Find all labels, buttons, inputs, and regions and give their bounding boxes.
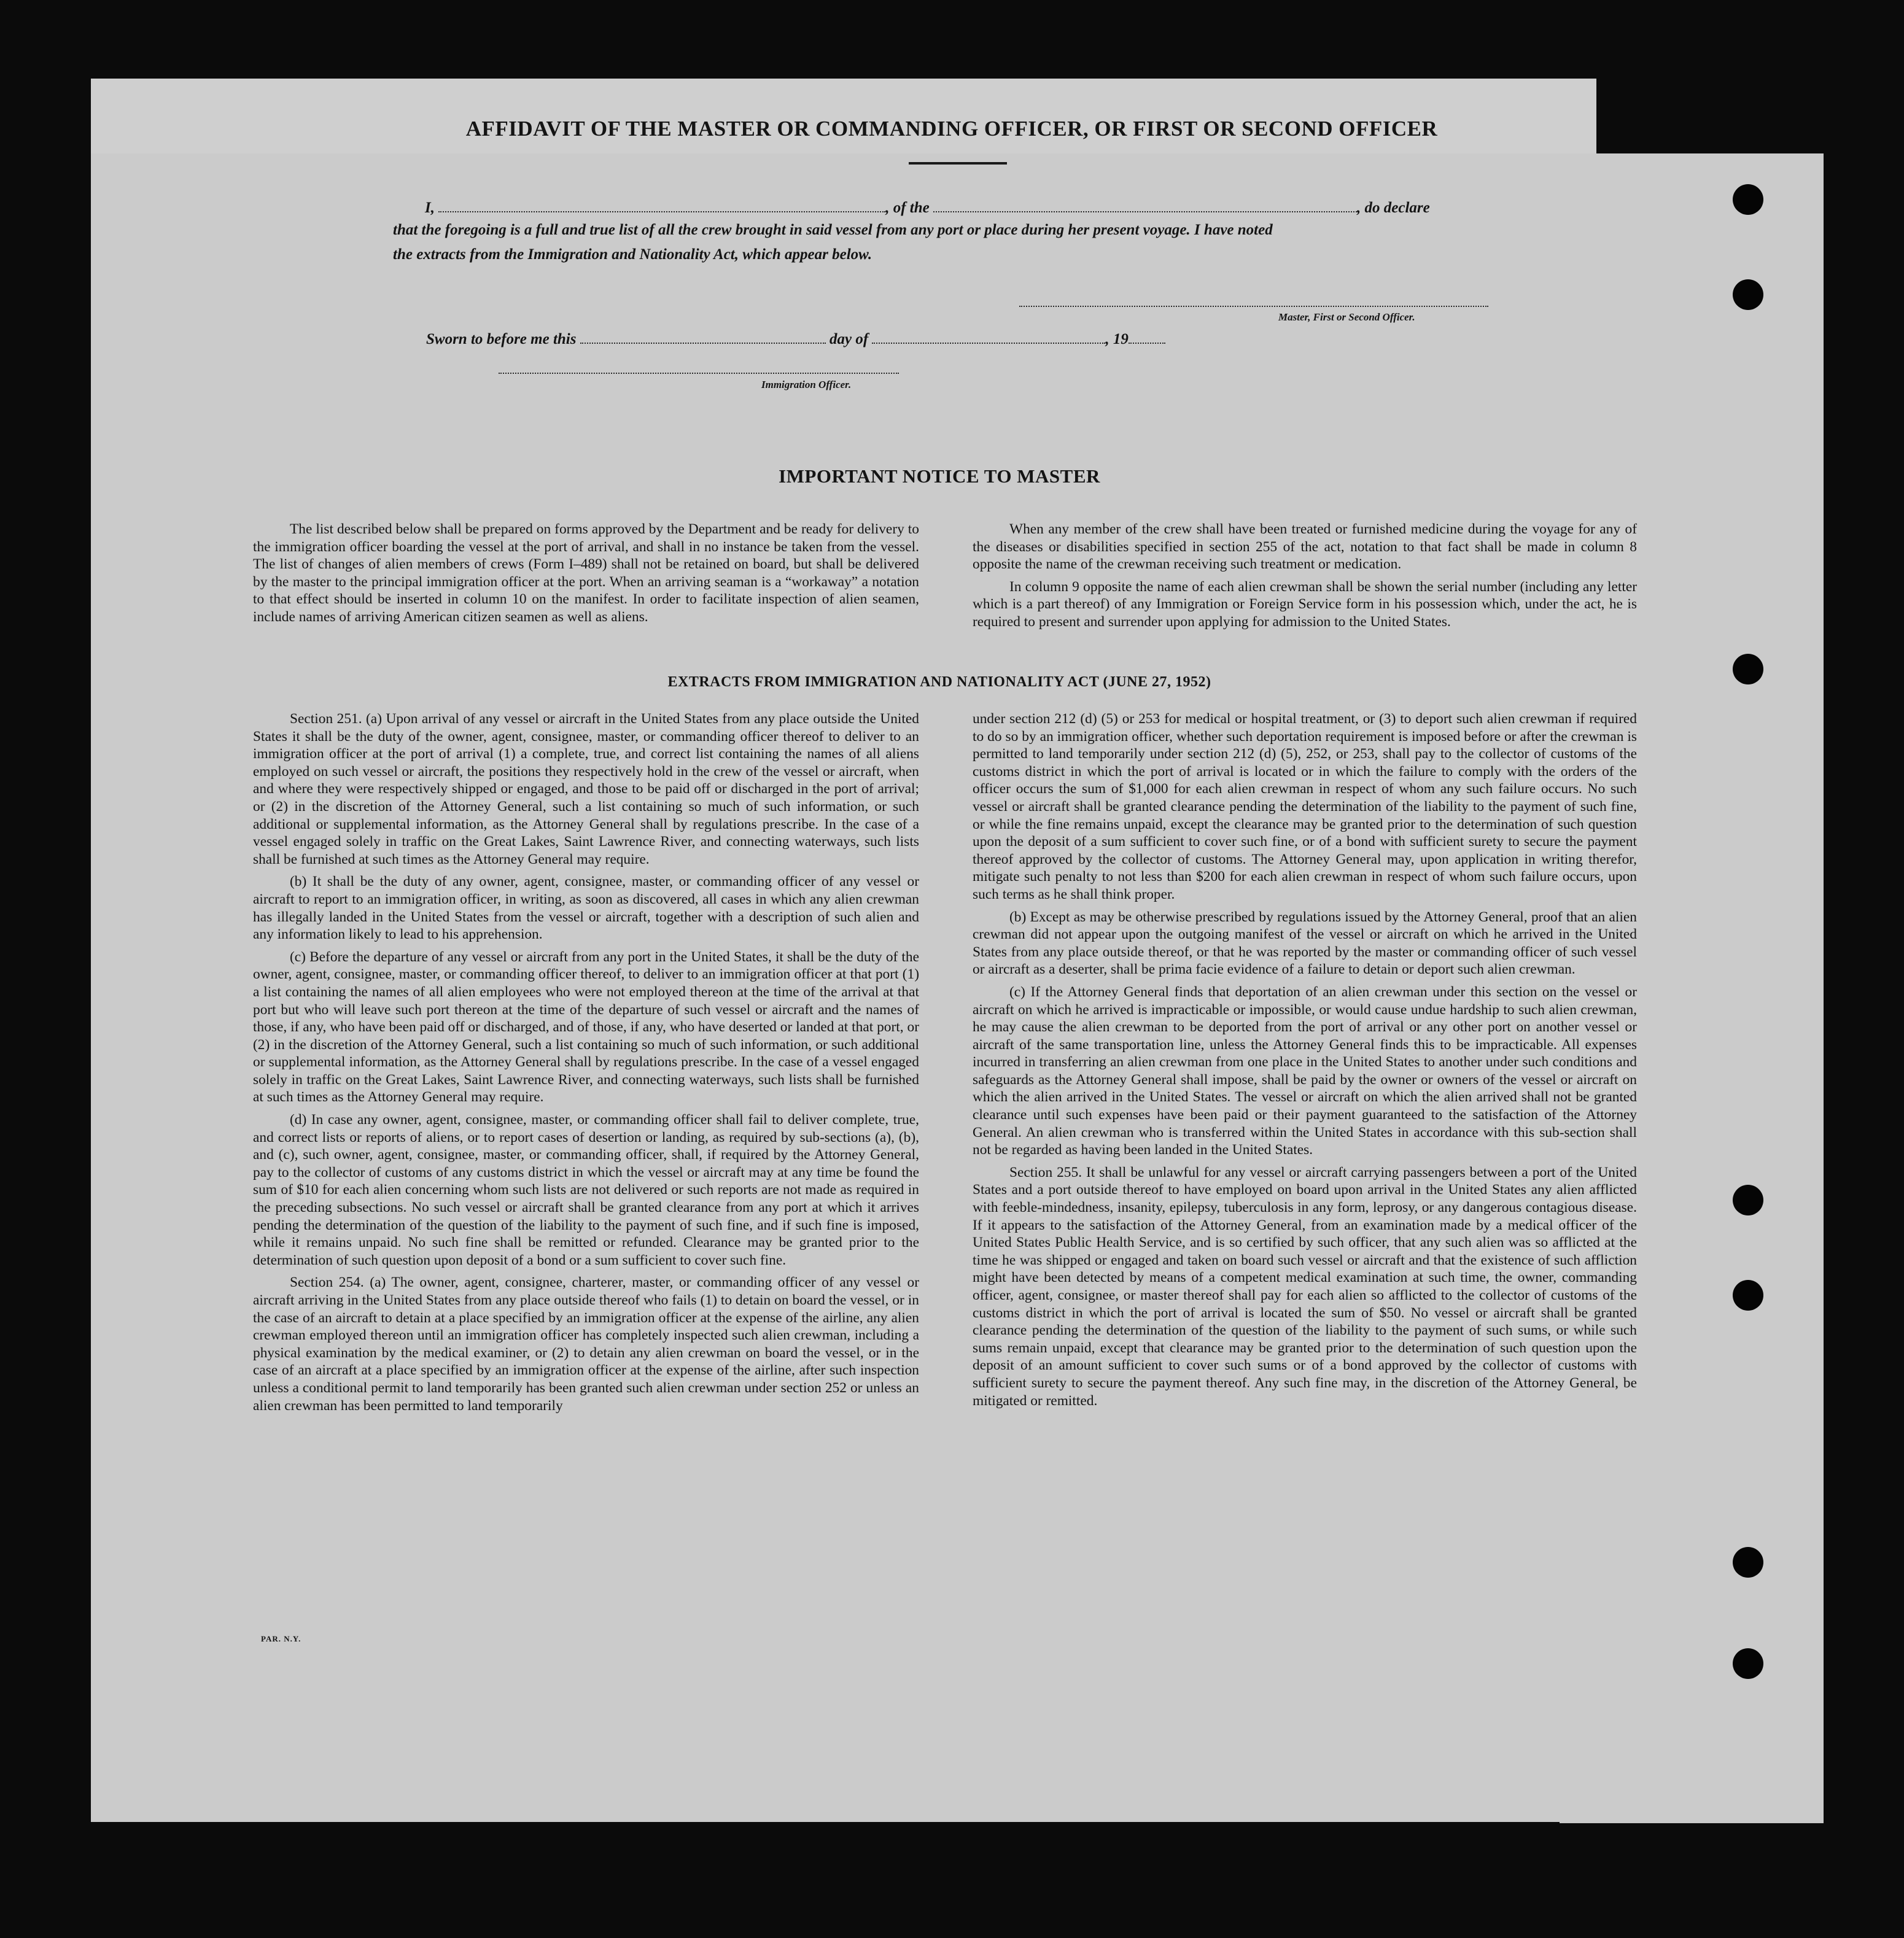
statute-paragraph: (c) Before the departure of any vessel or aircraft from any port in the United States, it shall be the duty of the owner, agent, consignee, master, or commanding officer thereof, to deliver to an immigration officer at that port (1) a list containing the names of all alien employees who were not employed thereon at the time of the arrival at that port but who will leave such port thereon at the time of the departure of such vessel or aircraft and the names of those, if any, who have been paid off or discharged, and of those, if any, who have deserted or landed at that port, or (2) in the discretion of the Attorney General, such a list containing so much of such information, or such additional or supplemental information, as the Attorney General shall by regulations prescribe. In the case of a vessel engaged solely in traffic on the Great Lakes, Saint Lawrence River, and connecting waterways, such lists shall be furnished at such times as the Attorney General may require. xyxy=(253,948,919,1106)
statute-paragraph: Section 255. It shall be unlawful for any vessel or aircraft carrying passengers between a port of the United States and a port outside thereof to have employed on board upon arrival in the United States any alien afflicted with feeble-mindedness, insanity, epilepsy, tuberculosis in any form, leprosy, or any dangerous contagious disease. If it appears to the satisfaction of the Attorney General, from an examination made by a medical officer of the United States Public Health Service, and is so certified by such officer, that any such alien was so afflicted at the time he was shipped or engaged and taken on board such vessel or aircraft and that the existence of such affliction might have been detected by means of a competent medical examination at such time, the owner, commanding officer, agent, consignee, or master thereof shall pay for each alien so afflicted to the collector of customs of the customs district in which the port of arrival is located the sum of $50. No vessel or aircraft shall be granted clearance pending the determination of the question of the liability to the payment of such sums, or while such sums remain unpaid, except that clearance may be granted prior to the determination of such question upon the deposit of an amount sufficient to cover such sums or of a bond approved by the collector of customs with sufficient surety to secure the payment thereof. Any such fine may, in the discretion of the Attorney General, be mitigated or remitted. xyxy=(973,1164,1637,1409)
binder-hole xyxy=(1733,654,1763,684)
master-signature-caption: Master, First or Second Officer. xyxy=(1278,311,1415,323)
statute-paragraph: Section 254. (a) The owner, agent, consignee, charterer, master, or commanding officer of any vessel or aircraft arriving in the United States from any place outside thereof who fails (1) to detain on board the vessel, or in the case of an aircraft to detain at a place specified by an immigration officer at the expense of the airline, any alien crewman employed thereon until an immigration officer has completely inspected such alien crewman, including a physical examination by the medical examiner, or (2) to detain any alien crewman on board the vessel, or in the case of an aircraft at a place specified by an immigration officer at the expense of the airline, after such inspection unless a conditional permit to land temporarily has been granted such alien crewman under section 252 or unless an alien crewman has been permitted to land temporarily xyxy=(253,1274,919,1414)
statute-paragraph: (d) In case any owner, agent, consignee, master, or commanding officer shall fail to deliver complete, true, and correct lists or reports of aliens, or to report cases of desertion or landing, as required by sub-sections (a), (b), and (c), such owner, agent, consignee, master, or commanding officer, shall, if required by the Attorney General, pay to the collector of customs of any customs district in which the vessel or aircraft may at any time be found the sum of $10 for each alien concerning whom such lists are not delivered or such reports are not made as required in the preceding subsections. No such vessel or aircraft shall be granted clearance from any port at which it arrives pending the determination of the question of the liability to the payment of such fine, and if such fine is imposed, while it remains unpaid. No such fine shall be remitted or refunded. Clearance may be granted prior to the determination of such question upon deposit of a bond or a sum sufficient to cover such fine. xyxy=(253,1112,919,1268)
statute-paragraph: (c) If the Attorney General finds that deportation of an alien crewman under this section on the vessel or aircraft on which he arrived is impracticable or impossible, or would cause undue hardship to such alien crewman, he may cause the alien crewman to be deported from the port of arrival or any other port on another vessel or aircraft of the same transportation line, unless the Attorney General finds this to be impracticable. All expenses incurred in transferring an alien crewman from one place in the United States to another under such conditions and safeguards as the Attorney General shall impose, shall be paid by the owner or owners of the vessel or aircraft on which the alien arrived in the United States. The vessel or aircraft on which the alien arrived shall not be granted clearance until such expenses have been paid or their payment guaranteed to the satisfaction of the Attorney General. An alien crewman who is transferred within the United States in accordance with this sub-section shall not be regarded as having been landed in the United States. xyxy=(973,983,1637,1158)
year-label: , 19 xyxy=(1105,331,1129,347)
extracts-right-column xyxy=(973,710,1637,1414)
declaration-line-1 xyxy=(425,195,1430,217)
binder-hole xyxy=(1733,1280,1763,1311)
extracts-title: EXTRACTS FROM IMMIGRATION AND NATIONALITY ACT (JUNE 27, 1952) xyxy=(667,674,1211,690)
sworn-label: Sworn to before me this xyxy=(426,331,577,347)
sworn-year-field[interactable] xyxy=(1129,327,1165,344)
day-of-label: day of xyxy=(829,331,869,347)
declaration-line-3: the extracts from the Immigration and Nationality Act, which appear below. xyxy=(393,246,872,263)
sworn-day-field[interactable] xyxy=(580,327,826,344)
statute-paragraph: Section 251. (a) Upon arrival of any vessel or aircraft in the United States from any place outside the United States it shall be the duty of the owner, agent, consignee, master, or commanding officer thereof to deliver to an immigration officer at the port of arrival (1) a complete, true, and correct list containing the names of all aliens employed on such vessel or aircraft, the positions they respectively hold in the crew of the vessel or aircraft, when and where they were respectively shipped or engaged, and those to be paid off or discharged in the port of arrival; or (2) in the discretion of the Attorney General, such a list containing so much of such information, or such additional or supplemental information, as the Attorney General shall by regulations prescribe. In the case of a vessel engaged solely in traffic on the Great Lakes, Saint Lawrence River, and connecting waterways, such lists shall be furnished at such times as the Attorney General may require. xyxy=(253,711,919,867)
binder-hole xyxy=(1733,184,1763,215)
binder-hole xyxy=(1733,279,1763,310)
notice-left-column xyxy=(253,521,919,631)
notice-paragraph: When any member of the crew shall have been treated or furnished medicine during the voyage for any of the diseases or disabilities specified in section 255 of the act, notation to that fact shall be made in column 8 opposite the name of the crewman receiving such treatment or medication. xyxy=(973,521,1637,573)
vessel-name-field[interactable] xyxy=(933,195,1357,212)
declare-label: , do declare xyxy=(1357,200,1430,216)
binder-hole xyxy=(1733,1185,1763,1215)
affidavit-title: AFFIDAVIT OF THE MASTER OR COMMANDING OFFICER, OR FIRST OR SECOND OFFICER xyxy=(465,117,1438,141)
notice-paragraph: The list described below shall be prepared on forms approved by the Department and be ready for delivery to the immigration officer boarding the vessel at the port of arrival, and shall in no instance be taken from the vessel. The list of changes of alien members of crews (Form I–489) shall not be retained on board, but shall be delivered by the master to the principal immigration officer at the port. When an arriving seaman is a “workaway” a notation to that effect should be inserted in column 10 on the manifest. In order to facilitate inspection of alien seamen, include names of arriving American citizen seamen as well as aliens. xyxy=(253,521,919,625)
master-signature-line[interactable] xyxy=(1019,306,1488,307)
notice-right-column xyxy=(973,521,1637,636)
statute-paragraph: (b) Except as may be otherwise prescribed by regulations issued by the Attorney General, proof that an alien crewman did not appear upon the outgoing manifest of the vessel or aircraft on which he arrived in the United States from any place outside thereof, or that he was reported by the master or commanding officer of such vessel or aircraft as a deserter, shall be prima facie evidence of a failure to detain or deport such alien crewman. xyxy=(973,909,1637,978)
extracts-left-column xyxy=(253,710,919,1419)
officer-signature-caption: Immigration Officer. xyxy=(761,379,852,390)
officer-signature-line[interactable] xyxy=(499,373,899,374)
binder-hole xyxy=(1733,1547,1763,1578)
sworn-line xyxy=(426,327,1165,348)
of-the-label: , of the xyxy=(885,200,930,216)
title-underline xyxy=(909,162,1007,165)
declarant-prefix: I, xyxy=(425,200,435,216)
declarant-name-field[interactable] xyxy=(438,195,885,212)
printer-mark: PAR. N.Y. xyxy=(261,1634,301,1643)
statute-paragraph: (b) It shall be the duty of any owner, agent, consignee, master, or commanding officer of any vessel or aircraft to report to an immigration officer, in writing, as soon as discovered, all cases in which any alien crewman has illegally landed in the United States from the vessel or aircraft, together with a description of such alien and any information likely to lead to his apprehension. xyxy=(253,874,919,943)
notice-paragraph: In column 9 opposite the name of each alien crewman shall be shown the serial number (including any letter which is a part thereof) of any Immigration or Foreign Service form in his possession which, under the act, he is required to present and surrender upon applying for admission to the United States. xyxy=(973,578,1637,630)
sworn-month-field[interactable] xyxy=(872,327,1105,344)
statute-paragraph: under section 212 (d) (5) or 253 for medical or hospital treatment, or (3) to deport such alien crewman if required to do so by an immigration officer, whether such deportation requirement is imposed before or after the crewman is permitted to land temporarily under section 212 (d) (5), 252, or 253, shall pay to the collector of customs of the customs district in which the port of arrival is located or in which the failure to comply with the orders of the officer occurs the sum of $1,000 for each alien crewman in respect of whom any such failure occurs. No such vessel or aircraft shall be granted clearance pending the determination of the liability to the payment of such fine, or while the fine remains unpaid, except the clearance may be granted prior to the determination of such question upon the deposit of a sum sufficient to cover such fine, or of a bond with sufficient surety to secure the payment thereof approved by the collector of customs. The Attorney General may, upon application in writing therefor, mitigate such penalty to not less than $200 for each alien crewman in respect of whom such failure occurs, upon such terms as he shall think proper. xyxy=(973,711,1637,902)
binder-hole xyxy=(1733,1648,1763,1679)
notice-title: IMPORTANT NOTICE TO MASTER xyxy=(779,465,1100,487)
declaration-line-2: that the foregoing is a full and true list of all the crew brought in said vessel from any port or place during her present voyage. I have noted xyxy=(393,222,1273,238)
